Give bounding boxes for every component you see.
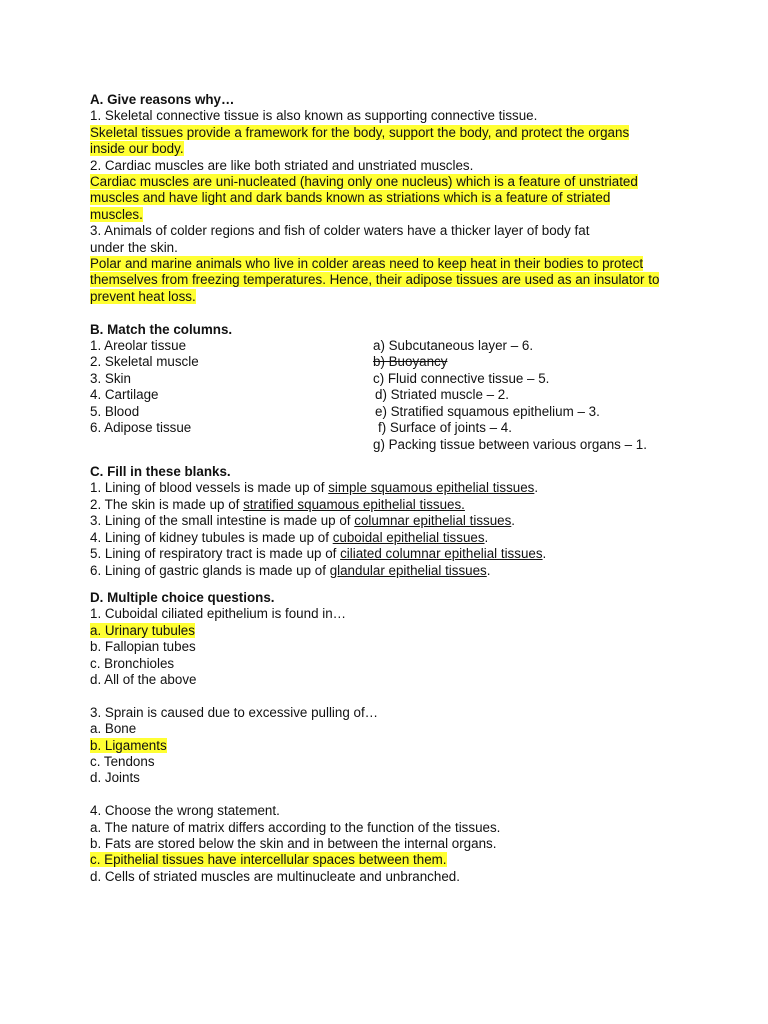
section-a-answer-3-line-3: prevent heat loss. bbox=[90, 288, 196, 304]
fill-blank-prefix: 1. Lining of blood vessels is made up of bbox=[90, 480, 329, 496]
fill-blank-prefix: 2. The skin is made up of bbox=[90, 496, 244, 512]
fill-blank-answer: glandular epithelial tissues bbox=[329, 562, 487, 578]
match-left-column bbox=[90, 338, 199, 436]
mcq-option-correct: a. Urinary tubules bbox=[90, 622, 195, 638]
mcq-option: d. Cells of striated muscles are multinucleate and unbranched. bbox=[90, 868, 460, 884]
mcq-question-1: 1. Cuboidal ciliated epithelium is found in… bbox=[90, 606, 347, 622]
section-b-heading: B. Match the columns. bbox=[90, 321, 233, 337]
fill-blank-item bbox=[90, 497, 690, 513]
fill-blank-suffix: . bbox=[511, 513, 516, 529]
mcq-option: a. Bone bbox=[90, 721, 137, 737]
fill-blank-answer: stratified squamous epithelial tissues. bbox=[243, 496, 465, 512]
section-a-question-3-line-2: under the skin. bbox=[90, 239, 178, 255]
section-d-heading: D. Multiple choice questions. bbox=[90, 589, 275, 605]
match-left-item: 6. Adipose tissue bbox=[90, 420, 192, 436]
fill-blank-answer: cuboidal epithelial tissues bbox=[332, 529, 485, 545]
section-a-answer-1-line-1: Skeletal tissues provide a framework for the body, support the body, and protect the organs bbox=[90, 124, 630, 140]
mcq-option: b. Fats are stored below the skin and in between the internal organs. bbox=[90, 835, 497, 851]
section-a-answer-2-line-3: muscles. bbox=[90, 206, 143, 222]
match-left-item: 5. Blood bbox=[90, 403, 140, 419]
fill-blank-suffix: . bbox=[486, 562, 491, 578]
section-a-question-1: 1. Skeletal connective tissue is also known as supporting connective tissue. bbox=[90, 108, 538, 124]
section-a-answer-2-line-1: Cardiac muscles are uni-nucleated (having only one nucleus) which is a feature of unstriated bbox=[90, 174, 638, 190]
fill-blank-prefix: 6. Lining of gastric glands is made up of bbox=[90, 562, 330, 578]
fill-blank-item bbox=[90, 563, 690, 579]
section-a-answer-1-line-2: inside our body. bbox=[90, 141, 184, 157]
mcq-option-correct: b. Ligaments bbox=[90, 737, 167, 753]
fill-blank-suffix: . bbox=[484, 529, 489, 545]
mcq-option-correct: c. Epithelial tissues have intercellular spaces between them. bbox=[90, 852, 447, 868]
section-a-answer-2-line-2: muscles and have light and dark bands known as striations which is a feature of striated bbox=[90, 190, 611, 206]
fill-blank-item bbox=[90, 513, 690, 529]
match-right-item-struck: b) Buoyancy bbox=[373, 354, 448, 370]
fill-blank-answer: ciliated columnar epithelial tissues bbox=[340, 546, 543, 562]
fill-blank-item bbox=[90, 546, 690, 562]
match-left-item: 2. Skeletal muscle bbox=[90, 354, 199, 370]
fill-blank-suffix: . bbox=[534, 480, 539, 496]
section-a-heading: A. Give reasons why… bbox=[90, 92, 235, 107]
section-a-question-3-line-1: 3. Animals of colder regions and fish of colder waters have a thicker layer of body fat bbox=[90, 223, 590, 239]
mcq-option: b. Fallopian tubes bbox=[90, 639, 196, 655]
section-a-question-2: 2. Cardiac muscles are like both striated and unstriated muscles. bbox=[90, 157, 474, 173]
match-right-item: d) Striated muscle – 2. bbox=[375, 387, 509, 403]
worksheet-page bbox=[90, 92, 690, 885]
mcq-question-3: 3. Sprain is caused due to excessive pulling of… bbox=[90, 704, 379, 720]
fill-blank-answer: simple squamous epithelial tissues bbox=[328, 480, 535, 496]
fill-blank-item bbox=[90, 480, 690, 496]
section-a-answer-3-line-2: themselves from freezing temperatures. Hence, their adipose tissues are used as an insulator to bbox=[90, 272, 660, 288]
fill-blank-prefix: 4. Lining of kidney tubules is made up of bbox=[90, 529, 333, 545]
mcq-option: d. All of the above bbox=[90, 671, 197, 687]
mcq-question-4: 4. Choose the wrong statement. bbox=[90, 803, 280, 819]
fill-blank-answer: columnar epithelial tissues bbox=[354, 513, 512, 529]
match-left-item: 4. Cartilage bbox=[90, 387, 159, 403]
mcq-option: d. Joints bbox=[90, 770, 140, 786]
match-columns bbox=[90, 338, 690, 453]
mcq-option: c. Tendons bbox=[90, 753, 155, 769]
fill-blank-prefix: 5. Lining of respiratory tract is made up of bbox=[90, 546, 341, 562]
match-right-item: a) Subcutaneous layer – 6. bbox=[373, 338, 534, 354]
match-right-column bbox=[373, 338, 647, 453]
match-left-item: 1. Areolar tissue bbox=[90, 338, 187, 354]
mcq-option: c. Bronchioles bbox=[90, 655, 175, 671]
fill-blank-suffix: . bbox=[542, 546, 547, 562]
section-c-heading: C. Fill in these blanks. bbox=[90, 464, 231, 480]
match-right-item: c) Fluid connective tissue – 5. bbox=[373, 370, 550, 386]
match-left-item: 3. Skin bbox=[90, 370, 131, 386]
match-right-item: e) Stratified squamous epithelium – 3. bbox=[375, 403, 600, 419]
match-right-item: f) Surface of joints – 4. bbox=[378, 420, 512, 436]
section-a-answer-3-line-1: Polar and marine animals who live in colder areas need to keep heat in their bodies to protect bbox=[90, 256, 644, 272]
fill-blank-item bbox=[90, 530, 690, 546]
fill-blank-prefix: 3. Lining of the small intestine is made up of bbox=[90, 513, 355, 529]
match-right-item: g) Packing tissue between various organs – 1. bbox=[373, 436, 647, 452]
mcq-option: a. The nature of matrix differs according to the function of the tissues. bbox=[90, 819, 501, 835]
